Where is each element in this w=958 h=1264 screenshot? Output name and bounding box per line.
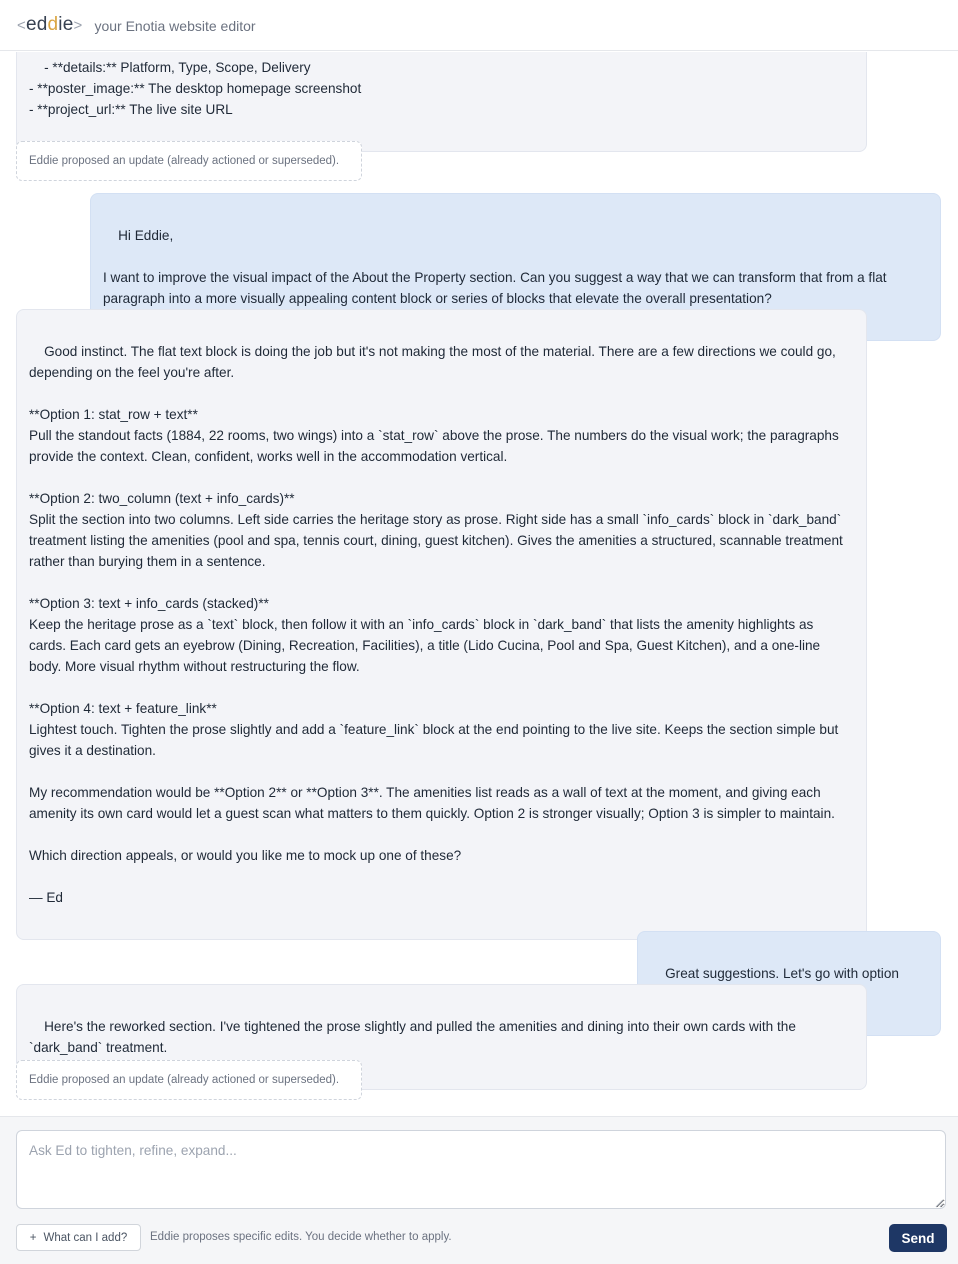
assistant-message: [16, 52, 867, 152]
logo-name-part2: ie: [58, 14, 74, 35]
message-composer: [0, 1116, 958, 1264]
logo-name-part1: ed: [25, 14, 48, 35]
message-input[interactable]: [16, 1130, 946, 1209]
assistant-message: [16, 309, 867, 940]
eddie-logo: [17, 14, 82, 36]
resize-handle-icon[interactable]: [935, 1199, 944, 1208]
assistant-message-text: Good instinct. The flat text block is doing the job but it's not making the most of the material. There are a few directions we could go, depending on the feel you're after. **Option 1: stat_row + text** Pull the standout facts (1884, 22 rooms, two wings) into a `stat_row` above the prose. The numbers do the visual work; the paragraphs provide the context. Clean, confident, works well in the accommodation vertical. **Option 2: two_column (text + info_cards)** Split the section into two columns. Left side carries the heritage story as prose. Right side has a small `info_cards` block in `dark_band` treatment listing the amenities (pool and spa, tennis court, dining, guest kitchen). Gives the amenities a structured, scannable treatment rather than burying them in a sentence. **Option 3: text + info_cards (stacked)** Keep the heritage prose as a `text` block, then follow it with an `info_cards` block in `dark_band` that lists the amenity highlights as cards. Each card gets an eyebrow (Dining, Recreation, Facilities), a title (Lido Cucina, Pool and Spa, Guest Kitchen), and a one-line body. More visual rhythm without restructuring the flow. **Option 4: text + feature_link** Lightest touch. Tighten the prose slightly and add a `feature_link` block at the end pointing to the live site. Keeps the section simple but gives it a destination. My recommendation would be **Option 2** or **Option 3**. The amenities list reads as a wall of text at the moment, and giving each amenity its own card would let a guest scan what matters to them quickly. Option 2 is stronger visually; Option 3 is simpler to maintain. Which direction appeals, or would you like me to mock up one of these? — Ed: [29, 344, 843, 905]
assistant-message-text: Here's the reworked section. I've tightened the prose slightly and pulled the amenities and dining into their own cards with the `dark_band` treatment.: [29, 1019, 800, 1055]
what-can-i-add-button[interactable]: [16, 1224, 141, 1251]
user-message-text: Great suggestions. Let's go with option: [665, 966, 899, 981]
header-tagline: your Enotia website editor: [94, 18, 256, 34]
what-can-i-add-label: What can I add?: [43, 1231, 128, 1244]
proposed-update-notice[interactable]: [16, 1060, 362, 1100]
logo-close-bracket: >: [73, 17, 83, 34]
proposed-update-text: Eddie proposed an update (already actioned or superseded).: [29, 155, 340, 167]
send-button[interactable]: Send: [889, 1224, 947, 1252]
conversation-thread[interactable]: [0, 52, 958, 1116]
proposed-update-notice[interactable]: [16, 141, 362, 181]
app-header: [0, 0, 958, 51]
logo-open-bracket: <: [17, 17, 26, 34]
logo-accent-letter: d: [47, 14, 59, 35]
plus-icon: +: [29, 1231, 37, 1244]
user-message-text: Hi Eddie, I want to improve the visual impact of the About the Property section. Can you suggest a way that we can transform that from a flat paragraph into a more visually appealing content block or series of blocks that elevate the overall presentation?: [103, 228, 887, 306]
proposed-update-text: Eddie proposed an update (already actioned or superseded).: [29, 1074, 340, 1086]
composer-hint: Eddie proposes specific edits. You decide whether to apply.: [150, 1231, 452, 1243]
assistant-message-text: - **details:** Platform, Type, Scope, Delivery - **poster_image:** The desktop homepage screenshot - **project_url:** The live site URL: [29, 60, 362, 117]
